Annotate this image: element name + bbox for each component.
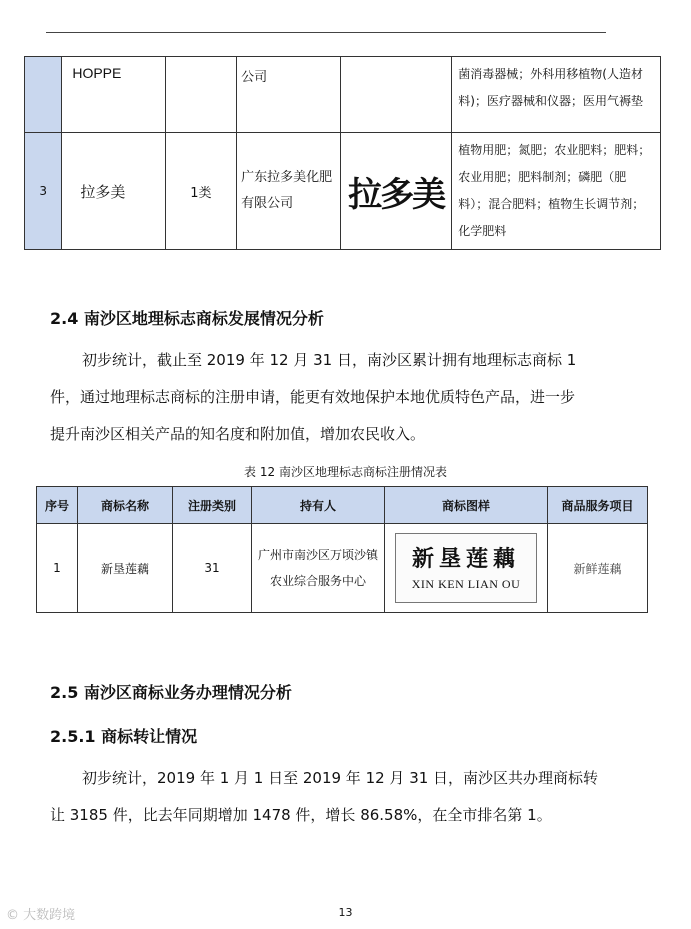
- watermark-icon: ©: [6, 908, 19, 923]
- paragraph-line: 提升南沙区相关产品的知名度和附加值，增加农民收入。: [50, 425, 426, 443]
- subsection-heading: 2.5.1 商标转让情况: [50, 727, 198, 746]
- trademark-owner: 公司: [237, 57, 341, 133]
- trademark-name: 新垦莲藕: [78, 524, 173, 613]
- trademark-logo: [341, 57, 452, 133]
- paragraph-line: 件，通过地理标志商标的注册申请，能更有效地保护本地优质特色产品，进一步: [50, 388, 576, 406]
- trademark-table-continued: [24, 56, 661, 250]
- header-rule: [46, 32, 606, 33]
- row-number: [25, 57, 62, 133]
- trademark-class: [165, 57, 237, 133]
- geo-trademark-table: [36, 486, 648, 613]
- header-cell: 序号: [37, 487, 78, 524]
- trademark-class: 31: [173, 524, 252, 613]
- paragraph: [50, 760, 650, 834]
- trademark-class: 1类: [165, 133, 237, 250]
- header-cell: 注册类别: [173, 487, 252, 524]
- logo-text: 拉多美: [348, 174, 445, 215]
- table-row: [25, 57, 661, 133]
- header-cell: 商标图样: [385, 487, 548, 524]
- table-header-row: [37, 487, 648, 524]
- logo-text-cn: 新垦莲藕: [411, 546, 520, 572]
- section-heading: 2.5 南沙区商标业务办理情况分析: [50, 683, 292, 702]
- logo-image: [395, 533, 537, 603]
- table-row: [25, 133, 661, 250]
- trademark-logo: [341, 133, 452, 250]
- paragraph-line: 让 3185 件，比去年同期增加 1478 件，增长 86.58%，在全市排名第 1。: [50, 806, 552, 824]
- trademark-service: 新鲜莲藕: [548, 524, 648, 613]
- table-caption: 表 12 南沙区地理标志商标注册情况表: [244, 465, 447, 479]
- page-number: 13: [338, 906, 353, 919]
- paragraph: [50, 342, 650, 453]
- trademark-owner: 广州市南沙区万顷沙镇农业综合服务中心: [252, 524, 385, 613]
- header-cell: 持有人: [252, 487, 385, 524]
- row-number: 1: [37, 524, 78, 613]
- trademark-services: 菌消毒器械；外科用移植物(人造材料)；医疗器械和仪器；医用气褥垫: [452, 57, 661, 133]
- row-number: 3: [25, 133, 62, 250]
- watermark: [6, 904, 75, 923]
- logo-text-en: XIN KEN LIAN OU: [411, 577, 521, 591]
- trademark-logo: [385, 524, 548, 613]
- table-row: [37, 524, 648, 613]
- trademark-name: 拉多美: [62, 133, 165, 250]
- trademark-name: HOPPE: [62, 57, 165, 133]
- header-cell: 商标名称: [78, 487, 173, 524]
- section-heading: 2.4 南沙区地理标志商标发展情况分析: [50, 309, 324, 328]
- header-cell: 商品服务项目: [548, 487, 648, 524]
- trademark-services: 植物用肥；氮肥；农业肥料；肥料；农业用肥；肥料制剂；磷肥（肥料）；混合肥料；植物生长调节剂；化学肥料: [452, 133, 661, 250]
- paragraph-line: 初步统计，截止至 2019 年 12 月 31 日，南沙区累计拥有地理标志商标 1: [82, 351, 577, 369]
- paragraph-line: 初步统计，2019 年 1 月 1 日至 2019 年 12 月 31 日，南沙区共办理商标转: [82, 769, 599, 787]
- trademark-owner: 广东拉多美化肥有限公司: [237, 133, 341, 250]
- watermark-text: 大数跨境: [23, 908, 76, 923]
